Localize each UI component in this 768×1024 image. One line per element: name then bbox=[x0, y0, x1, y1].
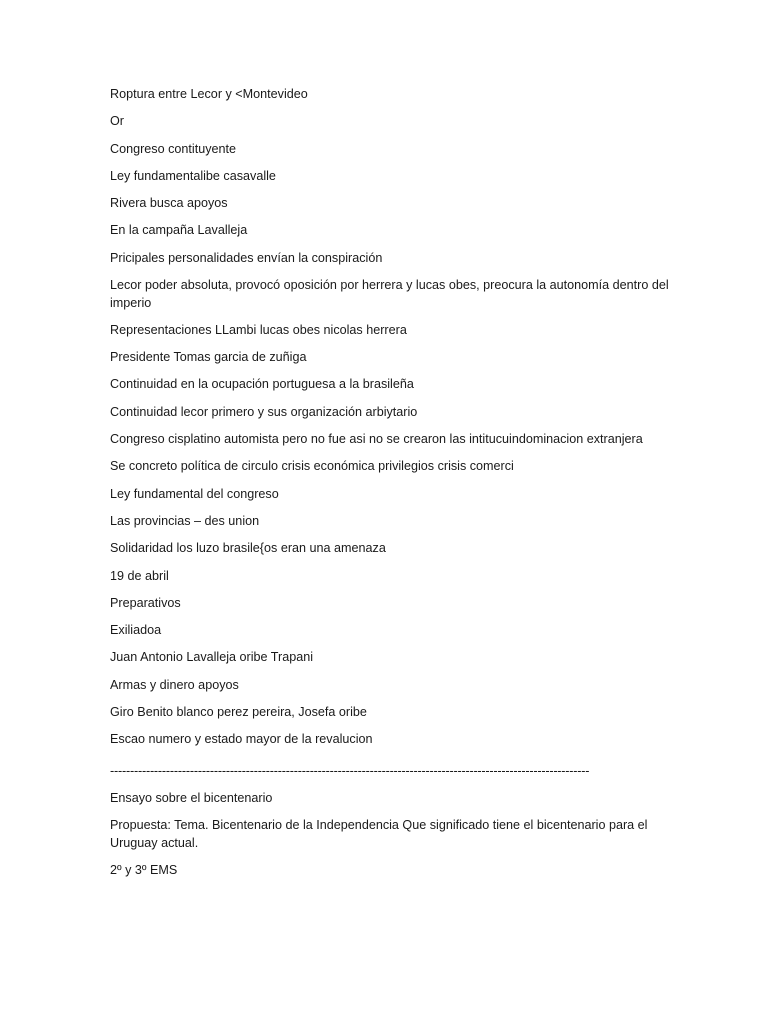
section-separator: ------------------------------------------------------------------------------------------------------------------------ bbox=[110, 763, 590, 778]
note-line: Solidaridad los luzo brasile{os eran una amenaza bbox=[110, 541, 386, 556]
note-line: Congreso contituyente bbox=[110, 141, 237, 156]
note-line: Lecor poder absoluta, provocó oposición por herrera y lucas obes, preocura la autonomía dentro del imperio bbox=[110, 278, 669, 310]
note-line: Congreso cisplatino automista pero no fue asi no se crearon las intitucuindominacion extranjera bbox=[110, 432, 643, 447]
note-line: Las provincias – des union bbox=[110, 513, 260, 528]
note-line: Escao numero y estado mayor de la revalucion bbox=[110, 732, 373, 747]
note-line: Rivera busca apoyos bbox=[110, 196, 228, 211]
note-line: Ley fundamental del congreso bbox=[110, 486, 279, 501]
note-line: Preparativos bbox=[110, 595, 181, 610]
essay-proposal: Propuesta: Tema. Bicentenario de la Independencia Que significado tiene el bicentenario para el Uruguay actual. bbox=[110, 818, 648, 850]
note-line: Presidente Tomas garcia de zuñiga bbox=[110, 350, 307, 365]
note-line: Exiliadoa bbox=[110, 623, 162, 638]
essay-title: Ensayo sobre el bicentenario bbox=[110, 791, 273, 806]
note-line: Juan Antonio Lavalleja oribe Trapani bbox=[110, 650, 314, 665]
note-line: Roptura entre Lecor y <Montevideo bbox=[110, 87, 308, 101]
note-line: Representaciones LLambi lucas obes nicolas herrera bbox=[110, 322, 407, 337]
note-line: Armas y dinero apoyos bbox=[110, 677, 239, 692]
essay-levels: 2º y 3º EMS bbox=[110, 863, 178, 878]
note-line: Giro Benito blanco perez pereira, Josefa oribe bbox=[110, 705, 367, 720]
note-line: Continuidad en la ocupación portuguesa a la brasileña bbox=[110, 377, 414, 392]
note-line: Ley fundamentalibe casavalle bbox=[110, 168, 276, 183]
note-line: Continuidad lecor primero y sus organización arbiytario bbox=[110, 404, 418, 419]
document-page bbox=[110, 86, 670, 890]
note-line: 19 de abril bbox=[110, 568, 169, 583]
note-line: En la campaña Lavalleja bbox=[110, 223, 248, 238]
note-line: Or bbox=[110, 114, 124, 129]
note-line: Se concreto política de circulo crisis económica privilegios crisis comerci bbox=[110, 459, 514, 474]
note-line: Pricipales personalidades envían la conspiración bbox=[110, 250, 383, 265]
